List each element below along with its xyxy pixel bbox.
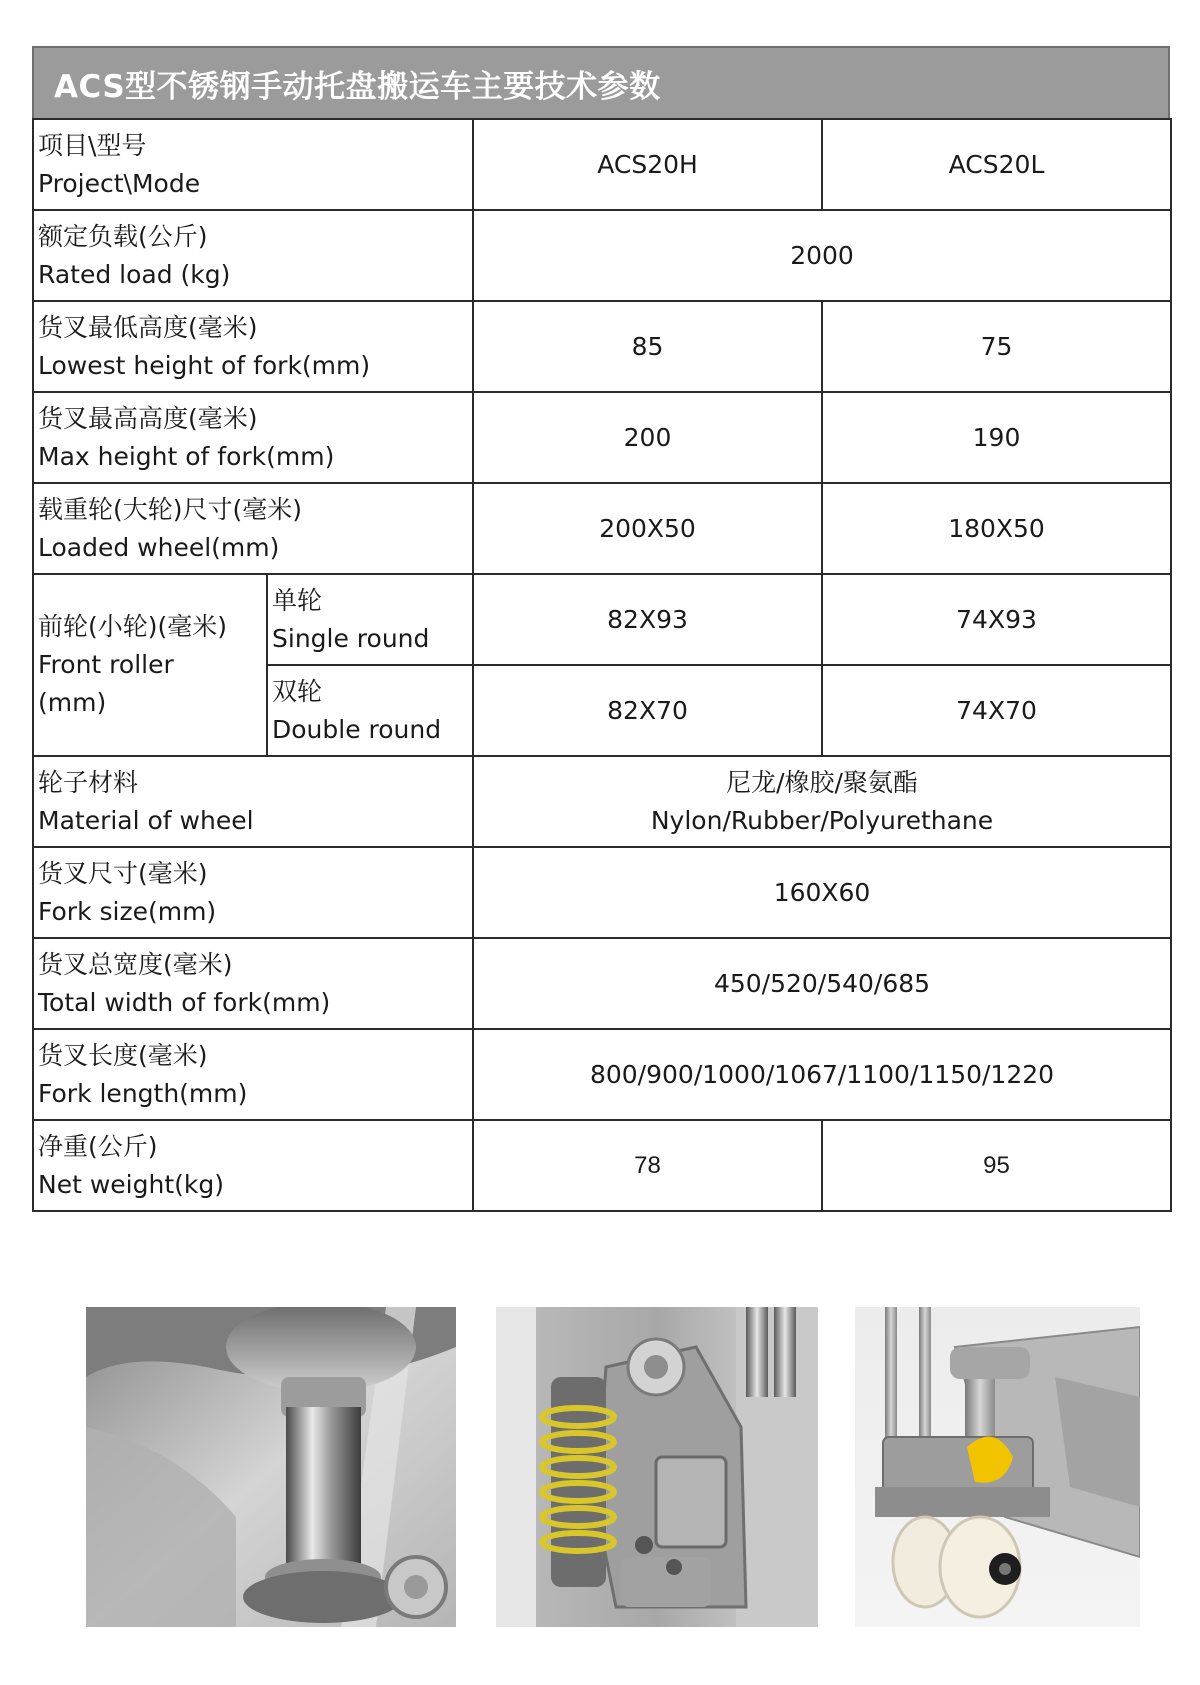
table-row-net-weight bbox=[33, 1120, 1171, 1211]
net-weight-label bbox=[33, 1120, 473, 1211]
max-height-label bbox=[33, 392, 473, 483]
lowest-height-acs20h: 85 bbox=[473, 301, 822, 392]
total-width-label bbox=[33, 938, 473, 1029]
title-bar bbox=[32, 46, 1170, 118]
table-row-max-height bbox=[33, 392, 1171, 483]
single-round-acs20h: 82X93 bbox=[473, 574, 822, 665]
net-weight-acs20h: 78 bbox=[473, 1120, 822, 1211]
wheel-material-label bbox=[33, 756, 473, 847]
table-row-front-roller-single bbox=[33, 574, 1171, 665]
double-round-acs20l: 74X70 bbox=[822, 665, 1171, 756]
single-round-en: Single round bbox=[272, 623, 430, 653]
loaded-wheel-acs20l: 180X50 bbox=[822, 483, 1171, 574]
table-row-fork-size bbox=[33, 847, 1171, 938]
net-weight-en: Net weight(kg) bbox=[38, 1169, 224, 1199]
fork-size-cn: 货叉尺寸(毫米) bbox=[38, 858, 208, 888]
pallet-truck-photo bbox=[855, 1307, 1140, 1627]
wheel-material-cn: 轮子材料 bbox=[38, 767, 139, 797]
fork-length-cn: 货叉长度(毫米) bbox=[38, 1040, 208, 1070]
pump-cylinder-photo bbox=[86, 1307, 456, 1627]
fork-length-en: Fork length(mm) bbox=[38, 1078, 248, 1108]
table-row-wheel-material bbox=[33, 756, 1171, 847]
model-acs20h: ACS20H bbox=[473, 119, 822, 210]
rated-load-en: Rated load (kg) bbox=[38, 259, 231, 289]
nylon-wheels bbox=[893, 1517, 1021, 1617]
single-round-label bbox=[267, 574, 473, 665]
total-width-en: Total width of fork(mm) bbox=[38, 987, 331, 1017]
double-round-cn: 双轮 bbox=[272, 676, 323, 706]
double-round-acs20h: 82X70 bbox=[473, 665, 822, 756]
loaded-wheel-cn: 载重轮(大轮)尺寸(毫米) bbox=[38, 494, 303, 524]
product-photos bbox=[0, 1307, 1200, 1627]
wheel-material-en: Material of wheel bbox=[38, 805, 254, 835]
single-round-cn: 单轮 bbox=[272, 585, 323, 615]
spec-table bbox=[32, 118, 1172, 1212]
table-row-total-width bbox=[33, 938, 1171, 1029]
lowest-height-acs20l: 75 bbox=[822, 301, 1171, 392]
loaded-wheel-en: Loaded wheel(mm) bbox=[38, 532, 280, 562]
table-row-header bbox=[33, 119, 1171, 210]
total-width-cn: 货叉总宽度(毫米) bbox=[38, 949, 233, 979]
net-weight-cn: 净重(公斤) bbox=[38, 1131, 158, 1161]
lowest-height-label bbox=[33, 301, 473, 392]
max-height-acs20h: 200 bbox=[473, 392, 822, 483]
max-height-cn: 货叉最高高度(毫米) bbox=[38, 403, 258, 433]
total-width-value: 450/520/540/685 bbox=[473, 938, 1171, 1029]
double-round-label bbox=[267, 665, 473, 756]
lowest-height-en: Lowest height of fork(mm) bbox=[38, 350, 371, 380]
double-round-en: Double round bbox=[272, 714, 442, 744]
table-row-fork-length bbox=[33, 1029, 1171, 1120]
header-label-cn: 项目\型号 bbox=[38, 130, 147, 160]
rated-load-value: 2000 bbox=[473, 210, 1171, 301]
loaded-wheel-label bbox=[33, 483, 473, 574]
fork-length-value: 800/900/1000/1067/1100/1150/1220 bbox=[473, 1029, 1171, 1120]
max-height-acs20l: 190 bbox=[822, 392, 1171, 483]
spec-sheet bbox=[32, 46, 1170, 1212]
table-row-lowest-height bbox=[33, 301, 1171, 392]
wheel-material-value bbox=[473, 756, 1171, 847]
fork-size-en: Fork size(mm) bbox=[38, 896, 217, 926]
fork-size-label bbox=[33, 847, 473, 938]
header-label-cell bbox=[33, 119, 473, 210]
page-title: ACS型不锈钢手动托盘搬运车主要技术参数 bbox=[54, 68, 661, 105]
lowest-height-cn: 货叉最低高度(毫米) bbox=[38, 312, 258, 342]
wheel-material-value-en: Nylon/Rubber/Polyurethane bbox=[650, 805, 994, 835]
max-height-en: Max height of fork(mm) bbox=[38, 441, 335, 471]
front-roller-en2: (mm) bbox=[38, 688, 107, 717]
model-acs20l: ACS20L bbox=[822, 119, 1171, 210]
header-label-en: Project\Mode bbox=[38, 168, 201, 198]
wheel-material-value-cn: 尼龙/橡胶/聚氨酯 bbox=[726, 767, 918, 797]
table-row-rated-load bbox=[33, 210, 1171, 301]
rated-load-label bbox=[33, 210, 473, 301]
fork-size-value: 160X60 bbox=[473, 847, 1171, 938]
fork-length-label bbox=[33, 1029, 473, 1120]
loaded-wheel-acs20h: 200X50 bbox=[473, 483, 822, 574]
single-round-acs20l: 74X93 bbox=[822, 574, 1171, 665]
front-roller-en1: Front roller bbox=[38, 650, 174, 679]
spring-pump-photo bbox=[496, 1307, 818, 1627]
rated-load-cn: 额定负载(公斤) bbox=[38, 221, 208, 251]
front-roller-label bbox=[33, 574, 267, 756]
table-row-loaded-wheel bbox=[33, 483, 1171, 574]
front-roller-cn: 前轮(小轮)(毫米) bbox=[38, 612, 228, 641]
net-weight-acs20l: 95 bbox=[822, 1120, 1171, 1211]
